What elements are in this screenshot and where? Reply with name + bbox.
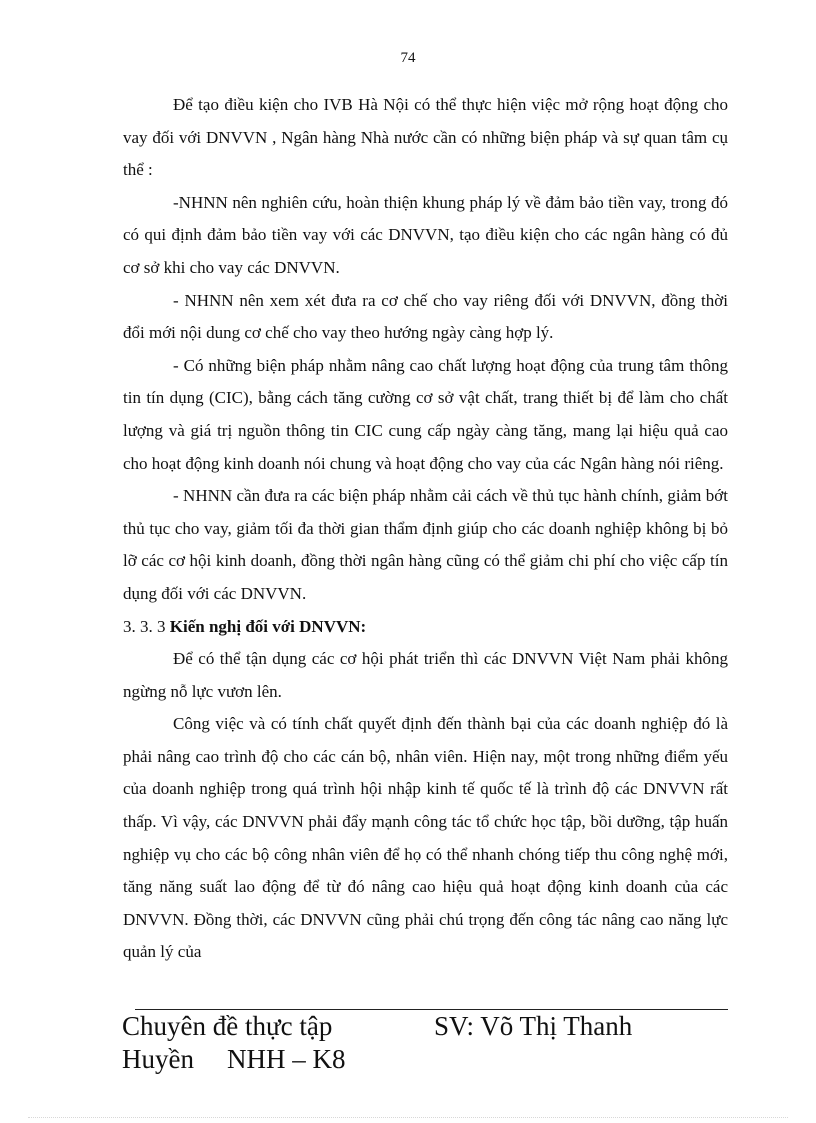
document-body (123, 89, 728, 969)
paragraph: - NHNN nên xem xét đưa ra cơ chế cho vay riêng đối với DNVVN, đồng thời đổi mới nội dung cơ chế cho vay theo hướng ngày càng hợp lý. (123, 290, 728, 343)
paragraph: -NHNN nên nghiên cứu, hoàn thiện khung pháp lý về đảm bảo tiền vay, trong đó có qui định đảm bảo tiền vay với các DNVVN, tạo điều kiện cho các ngân hàng có đủ cơ sở khi cho vay các DNVVN. (123, 192, 728, 277)
page-number: 74 (400, 50, 416, 66)
footer-name-continued: Huyền (122, 1044, 194, 1074)
footer-class: NHH – K8 (227, 1044, 346, 1074)
section-heading (123, 611, 728, 644)
paragraph: - Có những biện pháp nhằm nâng cao chất lượng hoạt động của trung tâm thông tin tín dụng (CIC), bằng cách tăng cường cơ sở vật chất, trang thiết bị để làm cho chất lượng và giá trị nguồn thông tin CIC cung cấp ngày càng tăng, mang lại hiệu quả cao cho hoạt động kinh doanh nói chung và hoạt động cho vay của các Ngân hàng nói riêng. (123, 355, 728, 473)
page-bottom-border (28, 1117, 788, 1118)
footer-line-1 (122, 1010, 682, 1043)
paragraph: Để có thể tận dụng các cơ hội phát triển thì các DNVVN Việt Nam phải không ngừng nỗ lực vươn lên. (123, 649, 728, 701)
section-number: 3. 3. 3 (123, 616, 166, 636)
page-footer (122, 1010, 682, 1076)
footer-course: Chuyên đề thực tập (122, 1011, 333, 1041)
footer-student: SV: Võ Thị Thanh (434, 1011, 633, 1041)
section-title: Kiến nghị đối với DNVVN: (169, 616, 367, 636)
paragraph: Để tạo điều kiện cho IVB Hà Nội có thể thực hiện việc mở rộng hoạt động cho vay đối với DNVVN , Ngân hàng Nhà nước cần có những biện pháp và sự quan tâm cụ thể : (123, 95, 728, 180)
paragraph: Công việc và có tính chất quyết định đến thành bại của các doanh nghiệp đó là phải nâng cao trình độ cho các cán bộ, nhân viên. Hiện nay, một trong những điểm yếu của doanh nghiệp trong quá trình hội nhập kinh tế quốc tế là trình độ các DNVVN rất thấp. Vì vậy, các DNVVN phải đẩy mạnh công tác tổ chức học tập, bồi dưỡng, tập huấn nghiệp vụ cho các bộ công nhân viên để họ có thể nhanh chóng tiếp thu công nghệ mới, tăng năng suất lao động để từ đó nâng cao hiệu quả hoạt động kinh doanh của các DNVVN. Đồng thời, các DNVVN cũng phải chú trọng đến công tác nâng cao năng lực quản lý của (123, 714, 728, 962)
footer-line-2 (122, 1043, 682, 1076)
paragraph: - NHNN cần đưa ra các biện pháp nhằm cải cách về thủ tục hành chính, giảm bớt thủ tục cho vay, giảm tối đa thời gian thẩm định giúp cho các doanh nghiệp không bị bỏ lỡ các cơ hội kinh doanh, đồng thời ngân hàng cũng có thể giảm chi phí cho việc cấp tín dụng đối với các DNVVN. (123, 486, 728, 603)
